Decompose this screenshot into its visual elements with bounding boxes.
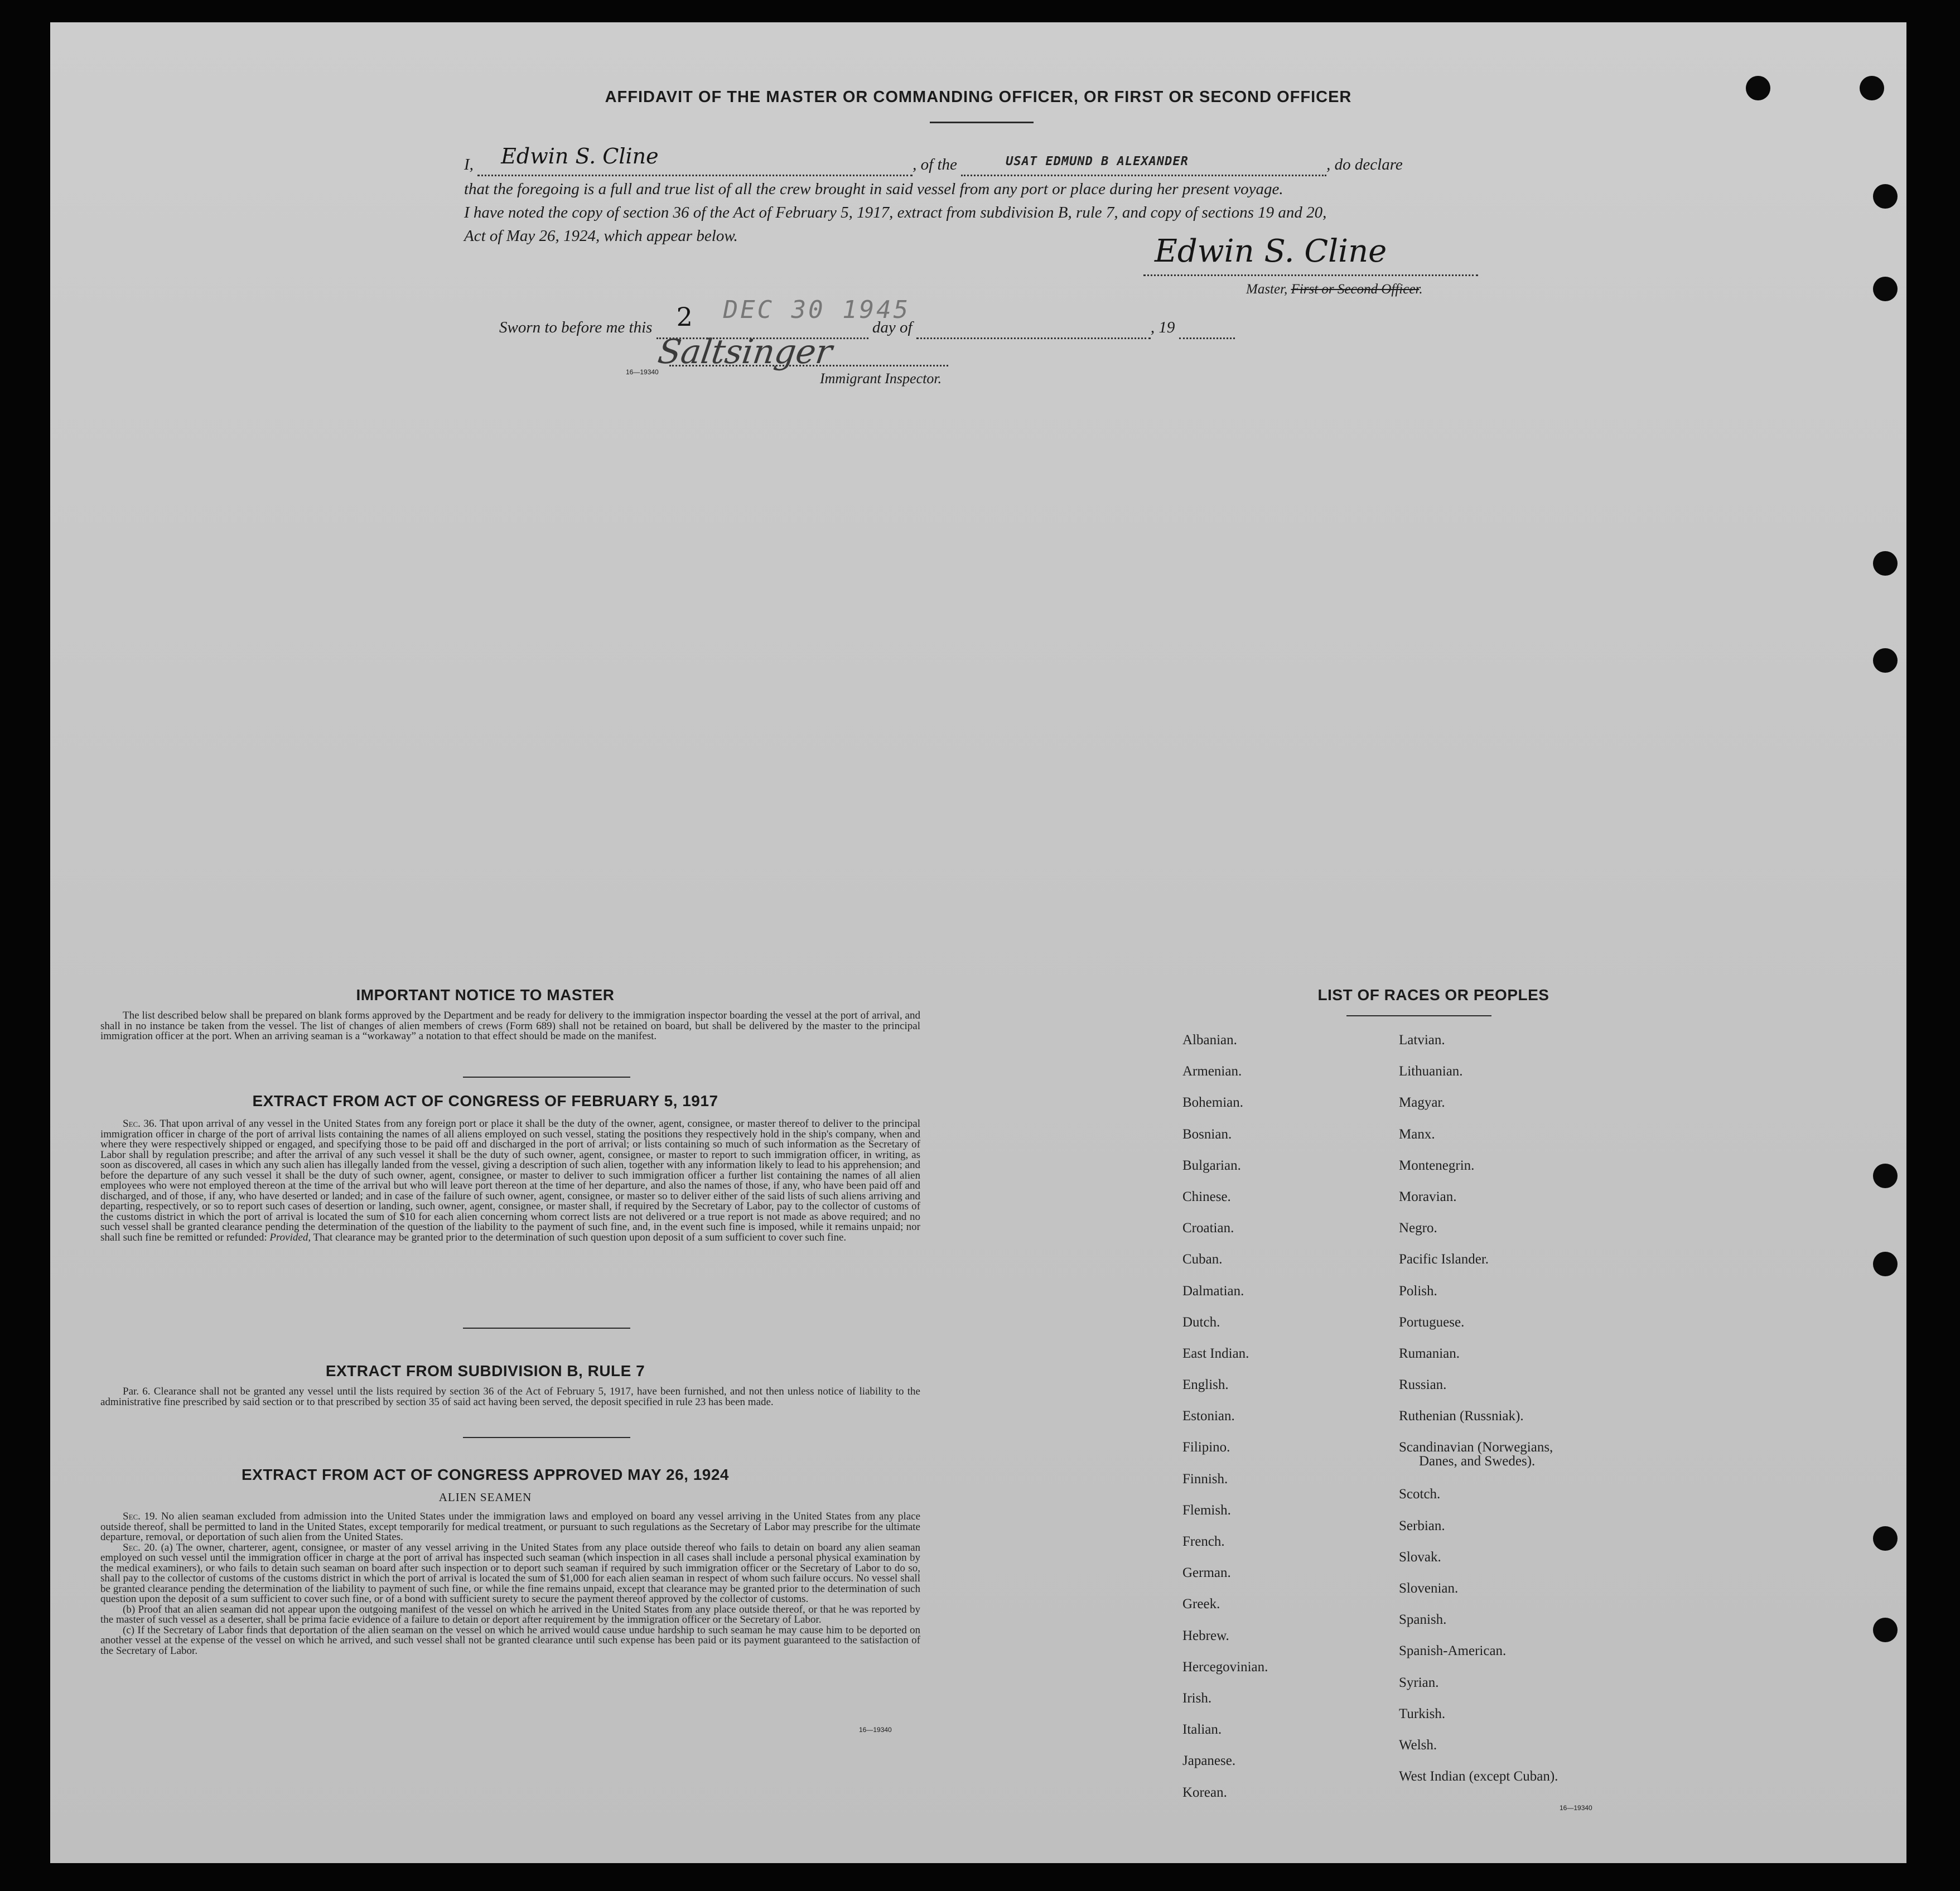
form-number-right: 16—19340 — [1560, 1804, 1592, 1812]
affidavit-line-1 — [464, 144, 1557, 176]
race-item: Bulgarian. — [1182, 1157, 1241, 1173]
race-item: Korean. — [1182, 1784, 1227, 1800]
signer-title: Master, First or Second Officer. — [1246, 282, 1423, 297]
race-item: Filipino. — [1182, 1440, 1230, 1455]
race-item: Welsh. — [1399, 1737, 1437, 1753]
race-item: Japanese. — [1182, 1753, 1236, 1769]
race-item: Chinese. — [1182, 1189, 1231, 1204]
race-item: Latvian. — [1399, 1033, 1445, 1048]
race-item: Hercegovinian. — [1182, 1659, 1268, 1675]
extract-1924-heading: EXTRACT FROM ACT OF CONGRESS APPROVED MAY 26, 1924 — [242, 1466, 729, 1483]
race-item: Lithuanian. — [1399, 1064, 1463, 1079]
race-item: Manx. — [1399, 1126, 1435, 1142]
race-item: Scotch. — [1399, 1487, 1441, 1502]
race-item: Bosnian. — [1182, 1126, 1232, 1142]
affidavit-line-2: that the foregoing is a full and true list of all the crew brought in said vessel from any port or place during her present voyage. — [464, 180, 1283, 198]
race-item: Albanian. — [1182, 1033, 1237, 1048]
extract-1917-text: Sec. 36. That upon arrival of any vessel in the United States from any foreign port or place it shall be the duty of the owner, agent, consignee, or master thereof to deliver to the principal immigration officer in charge of the port of arrival lists containing the names of all aliens employed on such vessel, stating the positions they respectively hold in the ship's company, when and where they were respectively shipped or engaged, and specifying those to be paid off and discharged in the port of arrival; or lists containing so much of such information as the Secretary of Labor shall by regulation prescribe; and after the arrival of any such vessel it shall be the duty of such owner, agent, consignee, or master to report to such immigration officer, in writing, as soon as discovered, all cases in which any such alien has illegally landed from the vessel, giving a description of such alien, together with any information likely to lead to his apprehension; and before the departure of any such vessel it shall be the duty of such owner, agent, consignee, or master to deliver to such immigration officer a further list containing the names of all alien employees who were not employed thereon at the time of the arrival but who will leave port thereon at the time of her departure, and also the names of those, if any, who have been paid off and discharged, and of those, if any, who have deserted or landed; and in case of the failure of such owner, agent, consignee, or master so to deliver either of the said lists of such aliens arriving and departing, respectively, or so to report such cases of desertion or landing, such owner, agent, consignee, or master shall, if required by the Secretary of Labor, pay to the collector of customs of the customs district in which the port of arrival is located the sum of $10 for each alien concerning whom correct lists are not delivered or a true report is not made as above required; and no such vessel shall be granted clearance pending the determination of the question of the liability to the payment of such fine, and, in the event such fine is imposed, while it remains unpaid; nor shall such fine be remitted or refunded: Provided, That clearance may be granted prior to the determination of such question upon deposit of a sum sufficient to cover such fine. — [100, 1118, 920, 1243]
race-item: Pacific Islander. — [1399, 1252, 1489, 1267]
race-item: Negro. — [1399, 1221, 1437, 1236]
race-item: Finnish. — [1182, 1471, 1228, 1487]
month-field — [916, 317, 1151, 339]
rule7-divider — [463, 1437, 630, 1438]
date-stamp: DEC 30 1945 — [723, 296, 911, 324]
form-number-left: 16—19340 — [859, 1726, 892, 1734]
races-heading: LIST OF RACES OR PEOPLES — [1317, 986, 1549, 1004]
race-item: Italian. — [1182, 1722, 1222, 1738]
affidavit-line-4: Act of May 26, 1924, which appear below. — [464, 227, 738, 245]
race-item: Greek. — [1182, 1596, 1220, 1612]
race-item: East Indian. — [1182, 1345, 1249, 1361]
vessel-name-stamp: USAT EDMUND B ALEXANDER — [1006, 155, 1189, 168]
race-item: French. — [1182, 1534, 1225, 1549]
master-signature: Edwin S. Cline — [1155, 233, 1387, 269]
race-item: Spanish-American. — [1399, 1643, 1507, 1659]
race-item: Flemish. — [1182, 1502, 1231, 1518]
punch-hole — [1873, 551, 1898, 576]
inspector-signature: Saltsinger — [655, 332, 835, 372]
notice-heading: IMPORTANT NOTICE TO MASTER — [356, 986, 615, 1004]
punch-hole — [1873, 1618, 1898, 1642]
punch-hole — [1873, 277, 1898, 301]
sec20c-text: (c) If the Secretary of Labor finds that deportation of the alien seaman on the vessel on which he arrived would cause undue hardship to such seaman he may cause him to be deported on another vessel at the expense of the vessel on which he arrived, and such vessel shall not be granted clearance until such expense has been paid or its payment guaranteed to the satisfaction of the Secretary of Labor. — [100, 1624, 920, 1657]
affidavit-title: AFFIDAVIT OF THE MASTER OR COMMANDING OFFICER, OR FIRST OR SECOND OFFICER — [605, 88, 1352, 106]
race-item: English. — [1182, 1377, 1229, 1393]
inspector-line — [669, 365, 948, 366]
punch-hole — [1746, 76, 1770, 100]
race-item: Slovenian. — [1399, 1581, 1459, 1596]
race-item: Cuban. — [1182, 1252, 1223, 1267]
of-the-label: , of the — [913, 156, 957, 173]
document-page — [50, 22, 1906, 1863]
race-item: Turkish. — [1399, 1706, 1446, 1721]
race-item: Syrian. — [1399, 1675, 1439, 1690]
notice-divider — [463, 1077, 630, 1078]
vessel-name-field — [961, 155, 1326, 176]
race-item: Estonian. — [1182, 1408, 1235, 1424]
master-name-handwritten: Edwin S. Cline — [501, 144, 659, 168]
punch-hole — [1873, 184, 1898, 209]
master-name-field — [477, 144, 913, 176]
race-item: West Indian (except Cuban). — [1399, 1769, 1558, 1784]
races-divider — [1346, 1015, 1491, 1016]
title-divider — [930, 122, 1034, 123]
notice-text: The list described below shall be prepared on blank forms approved by the Department and be ready for delivery to the immigration inspector boarding the vessel at the port of arrival, and shall in no instance be taken from the vessel. The list of changes of alien members of crews (Form 689) shall not be retained on board, but shall be delivered by the master to the principal immigration officer at the port. When an arriving seaman is a “workaway” a notation to that effect should be made on the manifest. — [100, 1010, 920, 1042]
race-item: Russian. — [1399, 1377, 1447, 1393]
signature-line — [1143, 274, 1478, 276]
affidavit-line-3: I have noted the copy of section 36 of the Act of February 5, 1917, extract from subdivision B, rule 7, and copy of sections 19 and 20, — [464, 204, 1327, 221]
race-item: German. — [1182, 1565, 1231, 1581]
sec20a-text: Sec. 20. (a) The owner, charterer, agent, consignee, or master of any vessel arriving in the United States from any place outside thereof who fails to detain on board any alien seaman employed on such vessel until the immigration officer in charge at the port of arrival has inspected such seaman (which inspection in all cases shall include a personal physical examination by the medical examiners), or who fails to detain such seaman on board after such inspection or to deport such seaman if required by such immigration officer or the Secretary of Labor to do so, shall pay to the collector of customs of the customs district in which the port of arrival is located the sum of $1,000 for each alien seaman in respect of whom such failure occurs. No vessel shall be granted clearance pending the determination of the liability to payment of such fine, or while the fine remains unpaid, except that clearance may be granted prior to the determination of such question upon the deposit of a sum sufficient to cover such fine, or of a bond with sufficient surety to secure the payment thereof approved by the collector of customs. — [100, 1541, 921, 1605]
sworn-day-handwritten: 2 — [676, 302, 693, 332]
sworn-line — [499, 296, 1235, 339]
race-item: Irish. — [1182, 1690, 1212, 1706]
race-item: Ruthenian (Russniak). — [1399, 1408, 1524, 1424]
day-of-label: day of — [872, 319, 913, 336]
year-label: , 19 — [1150, 319, 1175, 336]
race-item: Serbian. — [1399, 1518, 1445, 1533]
inspector-title: Immigrant Inspector. — [820, 370, 942, 387]
signer-title-struck: First or Second Officer — [1291, 282, 1420, 297]
race-item: Armenian. — [1182, 1064, 1242, 1079]
rule7-heading: EXTRACT FROM SUBDIVISION B, RULE 7 — [325, 1362, 645, 1379]
race-item-scandinavian: Scandinavian (Norwegians, Danes, and Swedes). — [1399, 1440, 1553, 1469]
race-item: Dalmatian. — [1182, 1283, 1244, 1299]
extract-1917-divider — [463, 1328, 630, 1329]
race-item: Dutch. — [1182, 1314, 1220, 1330]
rule7-text: Par. 6. Clearance shall not be granted any vessel until the lists required by section 36 of the Act of February 5, 1917, have been furnished, and not then unless notice of liability to the administrative fine prescribed by said section or to that prescribed by section 35 of said act having been served, the deposit specified in rule 23 has been made. — [100, 1386, 920, 1408]
races-left-column — [1182, 1033, 1361, 1817]
race-item: Moravian. — [1399, 1189, 1457, 1204]
race-item: Portuguese. — [1399, 1314, 1465, 1330]
race-item: Magyar. — [1399, 1095, 1445, 1111]
year-field — [1179, 317, 1235, 339]
alien-seamen-subheading: ALIEN SEAMEN — [438, 1490, 532, 1504]
race-item: Rumanian. — [1399, 1345, 1460, 1361]
race-item: Hebrew. — [1182, 1628, 1229, 1643]
punch-hole — [1873, 1526, 1898, 1551]
sec20b-text: (b) Proof that an alien seaman did not appear upon the outgoing manifest of the vessel on which he arrived in the United States from any place outside thereof, or that he was reported by the master of such vessel as a deserter, shall be prima facie evidence of a failure to detain or deport after requirement by the immigration officer or the Secretary of Labor. — [100, 1603, 920, 1625]
punch-hole — [1873, 648, 1898, 673]
race-item: Montenegrin. — [1399, 1157, 1475, 1173]
form-number-top: 16—19340 — [626, 368, 659, 376]
race-item: Slovak. — [1399, 1549, 1441, 1565]
sec19-text: Sec. 19. No alien seaman excluded from admission into the United States under the immigration laws and employed on board any vessel arriving in the United States from any place outside thereof, shall be permitted to land in the United States, except temporarily for medical treatment, or pursuant to such regulations as the Secretary of Labor may prescribe for the ultimate departure, removal, or deportation of such alien from the United States. — [100, 1511, 920, 1543]
extract-1917-heading: EXTRACT FROM ACT OF CONGRESS OF FEBRUARY 5, 1917 — [252, 1092, 718, 1109]
i-label: I, — [464, 156, 474, 173]
races-right-column — [1399, 1033, 1689, 1801]
extract-1924-body — [100, 1512, 920, 1656]
race-item: Croatian. — [1182, 1221, 1234, 1236]
race-item: Polish. — [1399, 1283, 1437, 1299]
punch-hole — [1873, 1252, 1898, 1276]
do-declare-label: , do declare — [1326, 156, 1403, 173]
sworn-label: Sworn to before me this — [499, 319, 653, 336]
race-item: Spanish. — [1399, 1612, 1447, 1628]
punch-hole — [1873, 1164, 1898, 1188]
race-item: Bohemian. — [1182, 1095, 1244, 1111]
punch-hole — [1860, 76, 1884, 100]
